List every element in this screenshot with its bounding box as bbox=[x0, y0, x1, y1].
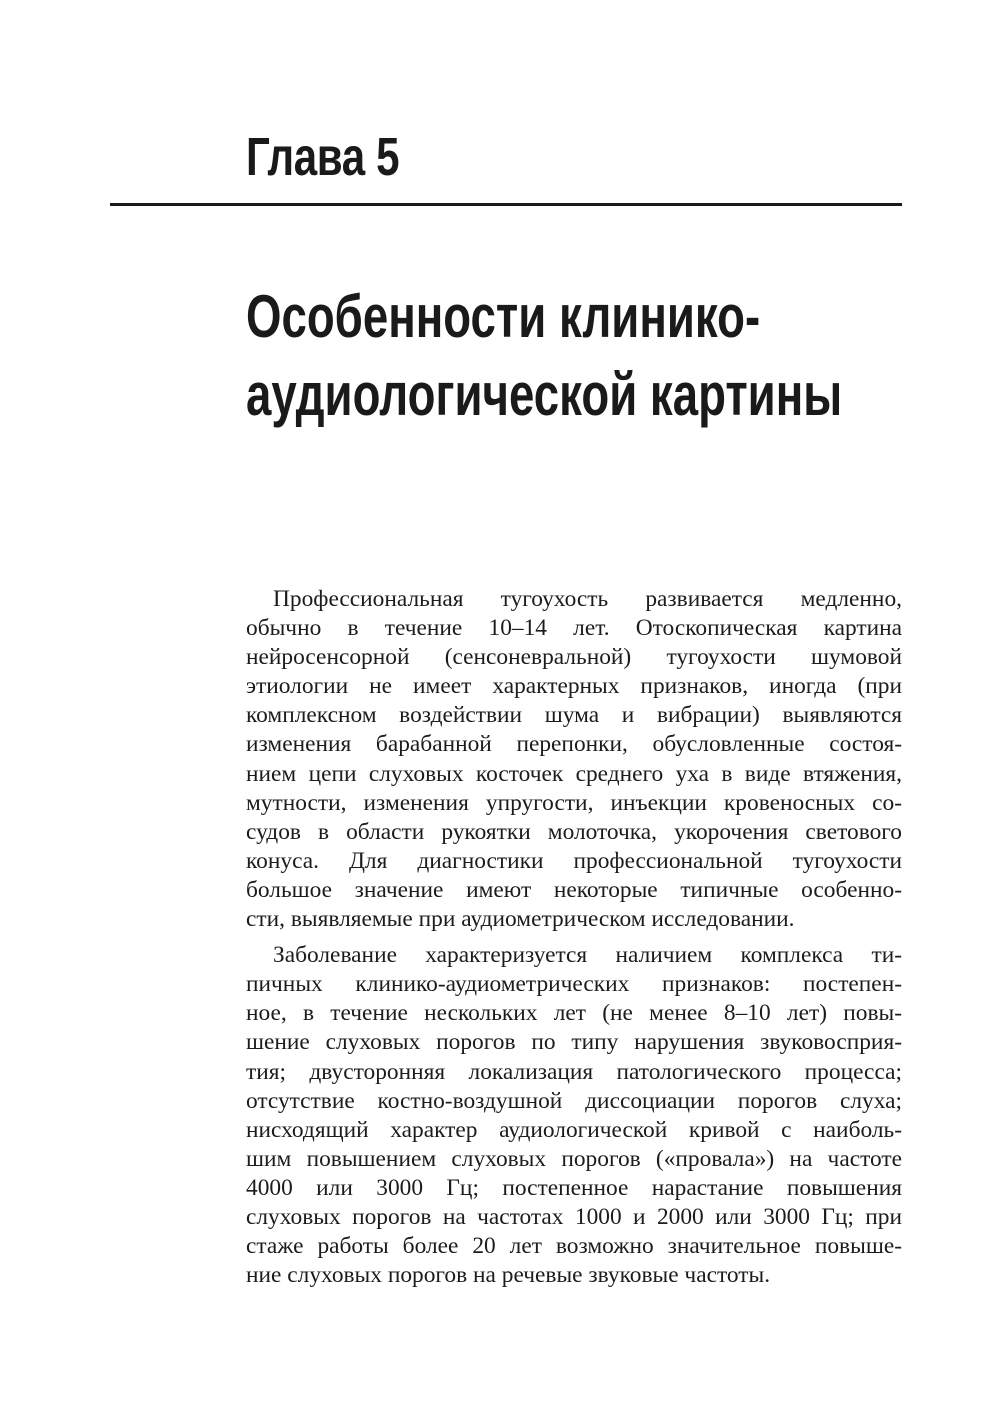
text-line: большое значение имеют некоторые типичные особенно- bbox=[246, 876, 902, 903]
text-line: Профессиональная тугоухость развивается медленно, bbox=[273, 586, 902, 612]
text-line: сти, выявляемые при аудиометрическом исследовании. bbox=[246, 906, 795, 933]
text-line: отсутствие костно-воздушной диссоциации порогов слуха; bbox=[246, 1087, 902, 1114]
text-line: шение слуховых порогов по типу нарушения звуковосприя- bbox=[246, 1029, 902, 1056]
text-line: тия; двусторонняя локализация патологического процесса; bbox=[246, 1058, 902, 1085]
text-line: конуса. Для диагностики профессиональной тугоухости bbox=[246, 847, 902, 874]
chapter-number: Глава 5 bbox=[246, 127, 400, 187]
text-line: стаже работы более 20 лет возможно значительное повыше- bbox=[246, 1233, 902, 1260]
text-line: ное, в течение нескольких лет (не менее 8–10 лет) повы- bbox=[246, 1000, 902, 1027]
text-line: судов в области рукоятки молоточка, укорочения светового bbox=[246, 818, 902, 845]
text-line: слуховых порогов на частотах 1000 и 2000 или 3000 Гц; при bbox=[246, 1203, 902, 1230]
paragraph-2 bbox=[246, 941, 902, 1290]
text-line: мутности, изменения упругости, инъекции кровеносных со- bbox=[246, 789, 902, 816]
text-line: 4000 или 3000 Гц; постепенное нарастание повышения bbox=[246, 1174, 902, 1201]
text-line: нейросенсорной (сенсоневральной) тугоухости шумовой bbox=[246, 644, 902, 671]
body-text bbox=[246, 585, 902, 1290]
text-line: нисходящий характер аудиологической кривой с наиболь- bbox=[246, 1116, 902, 1143]
text-line: пичных клинико-аудиометрических признаков: постепен- bbox=[246, 971, 902, 998]
text-line: Заболевание характеризуется наличием комплекса ти- bbox=[273, 942, 902, 969]
paragraph-1 bbox=[246, 585, 902, 934]
text-line: комплексном воздействии шума и вибрации) выявляются bbox=[246, 702, 902, 729]
chapter-divider bbox=[110, 203, 902, 206]
text-line: ние слуховых порогов на речевые звуковые частоты. bbox=[246, 1262, 771, 1289]
text-line: этиологии не имеет характерных признаков, иногда (при bbox=[246, 673, 902, 700]
text-line: изменения барабанной перепонки, обусловленные состоя- bbox=[246, 731, 902, 758]
text-line: шим повышением слуховых порогов («провала») на частоте bbox=[246, 1145, 902, 1172]
text-line: обычно в течение 10–14 лет. Отоскопическая картина bbox=[246, 615, 902, 642]
text-line: нием цепи слуховых косточек среднего уха в виде втяжения, bbox=[246, 760, 902, 787]
chapter-title bbox=[246, 278, 842, 434]
chapter-title-line: аудиологической картины bbox=[246, 361, 843, 428]
chapter-title-line: Особенности клинико- bbox=[246, 283, 761, 350]
